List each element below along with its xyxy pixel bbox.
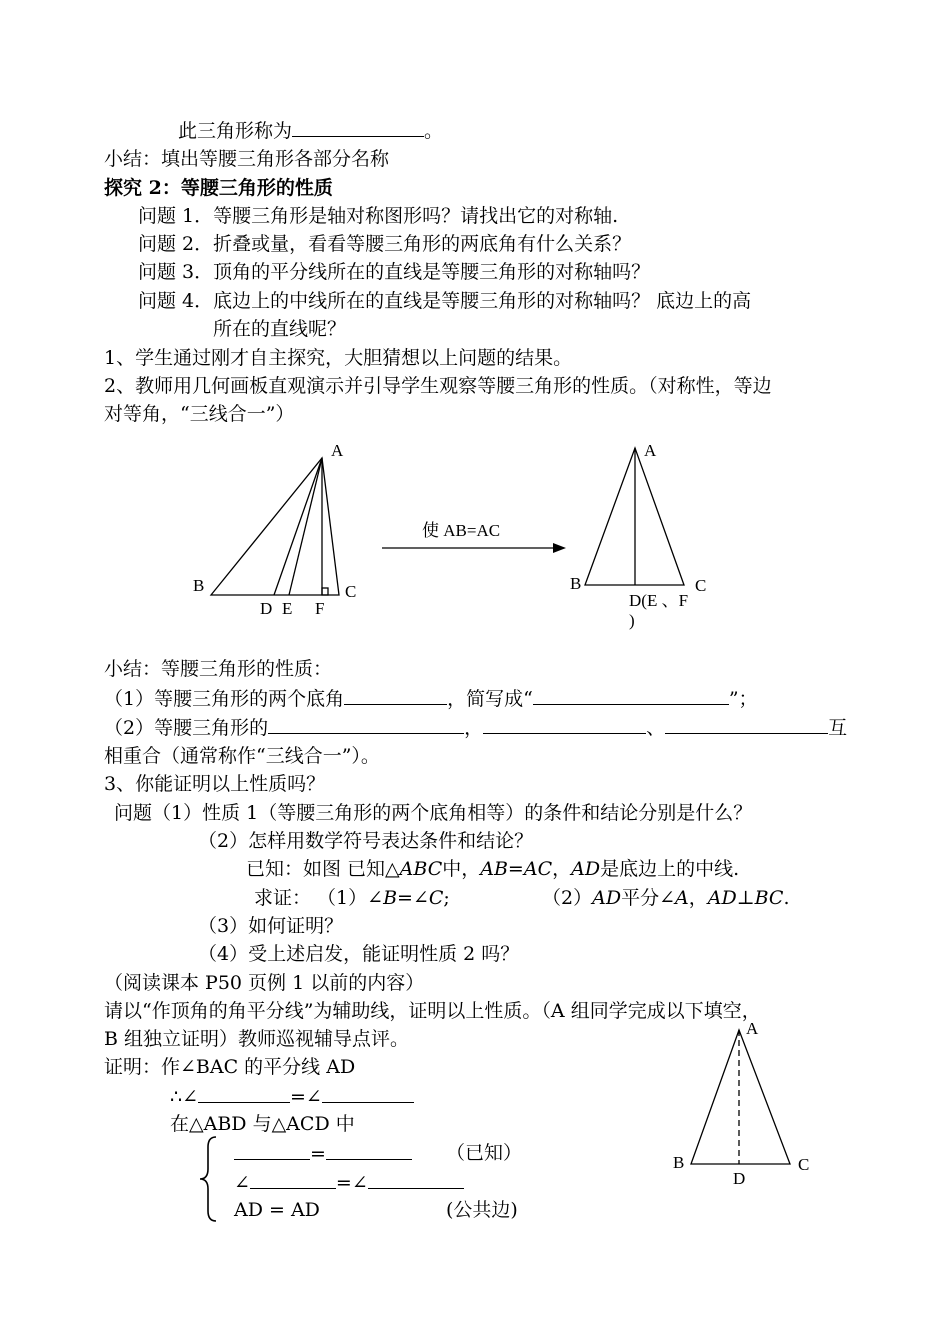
prove-line: [254, 886, 450, 910]
question-2: 问题 2．折叠或量，看看等腰三角形的两底角有什么关系？: [138, 233, 632, 255]
therefore-eq: =∠: [290, 1086, 322, 1108]
proof-row2: [234, 1170, 464, 1195]
question-4-line1: 问题 4．底边上的中线所在的直线是等腰三角形的对称轴吗？ 底边上的高: [138, 290, 752, 312]
reading-note: （阅读课本 P50 页例 1 以前的内容）: [104, 972, 425, 994]
label-B-left: B: [193, 576, 205, 595]
blank-base-angles[interactable]: [344, 686, 447, 705]
question-c: （3）如何证明？: [198, 915, 344, 937]
blank-three-lines-1[interactable]: [268, 715, 464, 734]
question-4-line2: 所在的直线呢？: [213, 318, 347, 340]
property-1-suffix: ”；: [728, 688, 758, 710]
blank-angle-1[interactable]: [198, 1084, 290, 1103]
known-comma: ，: [552, 858, 572, 880]
label-A-right: A: [644, 441, 657, 460]
question-d: （4）受上述启发，能证明性质 2 吗？: [198, 943, 520, 965]
blank-three-lines-3[interactable]: [665, 715, 828, 734]
row2-angle: ∠: [234, 1172, 250, 1194]
proof-row3-reason: (公共边): [446, 1199, 518, 1221]
blank-abbreviation[interactable]: [533, 686, 729, 705]
figure-isosceles-bisector: [660, 1010, 820, 1190]
property-2-sep2: 、: [646, 717, 666, 739]
left-triangle: [211, 458, 339, 595]
proof-therefore-line: [170, 1084, 414, 1109]
prove2-prefix: （2）: [542, 887, 593, 909]
property-2-line2: 相重合（通常称作“三线合一”）。: [104, 745, 380, 767]
prove2-dot: .: [783, 887, 790, 909]
naming-suffix: 。: [424, 120, 444, 142]
label-A-left: A: [331, 441, 344, 460]
known-suffix: 是底边上的中线.: [600, 858, 740, 880]
label-F-left: F: [315, 599, 325, 618]
known-ad: AD: [571, 858, 601, 880]
brace-icon: [196, 1133, 220, 1225]
proof-row1-reason: （已知）: [446, 1142, 523, 1164]
label-DEF-right-close: ): [629, 611, 635, 630]
known-prefix: 已知：如图 已知△: [246, 858, 400, 880]
proof-row3: AD = AD: [234, 1199, 320, 1221]
label-C-left: C: [345, 582, 357, 601]
arrow-head-icon: [553, 543, 566, 553]
row2-eq: =∠: [335, 1172, 368, 1194]
blank-three-lines-2[interactable]: [483, 715, 646, 734]
naming-line: [178, 118, 443, 143]
step-2-line1: 2、教师用几何画板直观演示并引导学生观察等腰三角形的性质。（对称性，等边: [104, 375, 772, 397]
label-C: C: [798, 1155, 810, 1174]
prove-line-2: [542, 886, 789, 910]
blank-side-1[interactable]: [234, 1141, 310, 1160]
label-A: A: [746, 1019, 759, 1038]
blank-angle-3[interactable]: [250, 1170, 336, 1189]
question-a: 问题（1）性质 1（等腰三角形的两个底角相等）的条件和结论分别是什么？: [114, 802, 753, 824]
step-1: 1、学生通过刚才自主探究，大胆猜想以上问题的结果。: [104, 347, 573, 369]
figure-triangle-transform: [0, 430, 950, 640]
naming-prefix: 此三角形称为: [178, 120, 293, 142]
line-AD: [274, 458, 322, 595]
label-D: D: [733, 1169, 746, 1188]
question-1: 问题 1．等腰三角形是轴对称图形吗？请找出它的对称轴.: [138, 205, 619, 227]
prove-c: C: [428, 887, 444, 909]
prove2-bc: BC: [754, 887, 784, 909]
label-DEF-right: D(E 、F: [629, 591, 689, 610]
prove2-comma: ，: [688, 887, 708, 909]
property-1-line: [104, 686, 758, 711]
property-2-suffix: 互: [828, 717, 848, 739]
known-abc: ABC: [399, 858, 443, 880]
summary1: 小结：填出等腰三角形各部分名称: [104, 148, 390, 170]
section-title-explore2: 探究 2：等腰三角形的性质: [104, 177, 333, 199]
arrow-label: 使 AB=AC: [422, 521, 501, 540]
known-line: [246, 857, 739, 881]
prove-eq: =∠: [397, 887, 429, 909]
blank-triangle-name[interactable]: [292, 118, 424, 137]
task-line2: B 组独立证明）教师巡视辅导点评。: [104, 1028, 410, 1050]
right-angle-mark: [322, 588, 328, 595]
property-2-prefix: （2）等腰三角形的: [104, 717, 269, 739]
prove2-ad: AD: [592, 887, 622, 909]
label-C-right: C: [695, 576, 707, 595]
prove-question-title: 3、你能证明以上性质吗？: [104, 773, 326, 795]
proof-row1: [234, 1141, 412, 1166]
prove2-mid: 平分∠: [621, 887, 675, 909]
label-B: B: [673, 1153, 685, 1172]
known-abac: AB=AC: [480, 858, 553, 880]
row1-eq: =: [310, 1143, 326, 1165]
proof-line1: 证明：作∠BAC 的平分线 AD: [104, 1056, 356, 1078]
prove2-perp: ⊥: [736, 887, 755, 909]
property-2-sep1: ，: [464, 717, 484, 739]
prove2-ad2: AD: [707, 887, 737, 909]
blank-side-2[interactable]: [326, 1141, 412, 1160]
known-mid: 中，: [442, 858, 481, 880]
blank-angle-4[interactable]: [368, 1170, 464, 1189]
question-b: （2）怎样用数学符号表达条件和结论？: [198, 830, 534, 852]
blank-angle-2[interactable]: [322, 1084, 414, 1103]
label-D-left: D: [260, 599, 273, 618]
prove2-a: A: [674, 887, 689, 909]
property-2-line: [104, 715, 847, 740]
label-E-left: E: [282, 599, 293, 618]
label-B-right: B: [570, 574, 582, 593]
prove-prefix: 求证： （1）∠: [254, 887, 384, 909]
property-1-mid: ，简写成“: [447, 688, 533, 710]
therefore-prefix: ∴∠: [170, 1086, 199, 1108]
prove-semi: ;: [443, 887, 450, 909]
task-line1: 请以“作顶角的角平分线”为辅助线，证明以上性质。（A 组同学完成以下填空，: [104, 1000, 761, 1022]
summary2-title: 小结：等腰三角形的性质：: [104, 658, 333, 680]
question-3: 问题 3．顶角的平分线所在的直线是等腰三角形的对称轴吗？: [138, 261, 651, 283]
step-2-line2: 对等角，“三线合一”）: [104, 403, 295, 425]
prove-b: B: [383, 887, 398, 909]
proof-triangles: 在△ABD 与△ACD 中: [170, 1113, 355, 1135]
isosceles-triangle: [691, 1030, 790, 1164]
property-1-prefix: （1）等腰三角形的两个底角: [104, 688, 345, 710]
